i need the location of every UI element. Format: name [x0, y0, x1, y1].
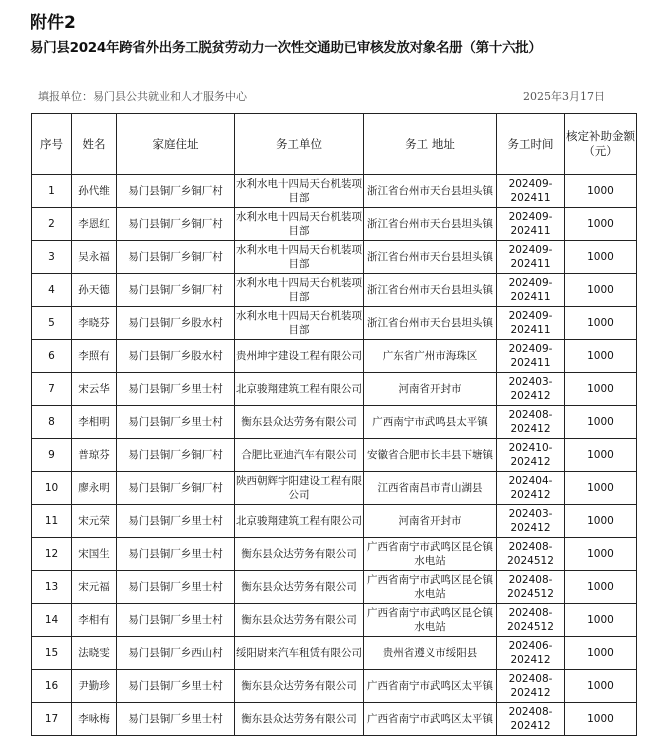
cell-employer: 陕西朝辉宇阳建设工程有限公司 [235, 472, 364, 505]
cell-work-address: 江西省南昌市青山湖县 [364, 472, 497, 505]
cell-no: 5 [32, 307, 72, 340]
cell-period: 202409-202411 [497, 241, 565, 274]
cell-amount: 1000 [565, 406, 637, 439]
cell-employer: 衡东县众达劳务有限公司 [235, 670, 364, 703]
table-row [32, 406, 637, 439]
cell-period: 202409-202411 [497, 175, 565, 208]
cell-no: 15 [32, 637, 72, 670]
header-cell-address: 家庭住址 [117, 114, 235, 175]
cell-period: 202408-202412 [497, 406, 565, 439]
cell-name: 宋云华 [72, 373, 117, 406]
cell-no: 10 [32, 472, 72, 505]
header-cell-amount: 核定补助金额（元） [565, 114, 637, 175]
table-row [32, 637, 637, 670]
cell-amount: 1000 [565, 274, 637, 307]
table-row [32, 505, 637, 538]
header-cell-name: 姓名 [72, 114, 117, 175]
cell-address: 易门县铜厂乡里士村 [117, 703, 235, 736]
cell-employer: 水利水电十四局天台机装项目部 [235, 274, 364, 307]
cell-no: 2 [32, 208, 72, 241]
cell-period: 202408-2024512 [497, 604, 565, 637]
cell-name: 孙天德 [72, 274, 117, 307]
cell-no: 6 [32, 340, 72, 373]
cell-amount: 1000 [565, 307, 637, 340]
cell-employer: 合肥比亚迪汽车有限公司 [235, 439, 364, 472]
cell-work-address: 浙江省台州市天台县坦头镇 [364, 175, 497, 208]
cell-employer: 水利水电十四局天台机装项目部 [235, 307, 364, 340]
table-row [32, 703, 637, 736]
table-row [32, 670, 637, 703]
cell-amount: 1000 [565, 670, 637, 703]
table-row [32, 175, 637, 208]
cell-amount: 1000 [565, 505, 637, 538]
recipient-table [31, 113, 637, 736]
cell-amount: 1000 [565, 340, 637, 373]
cell-amount: 1000 [565, 472, 637, 505]
cell-address: 易门县铜厂乡西山村 [117, 637, 235, 670]
cell-no: 13 [32, 571, 72, 604]
document-title: 易门县2024年跨省外出务工脱贫劳动力一次性交通助已审核发放对象名册（第十六批） [30, 40, 542, 56]
cell-amount: 1000 [565, 175, 637, 208]
cell-name: 李相有 [72, 604, 117, 637]
cell-employer: 衡东县众达劳务有限公司 [235, 571, 364, 604]
cell-no: 17 [32, 703, 72, 736]
cell-name: 尹勤珍 [72, 670, 117, 703]
table-row [32, 604, 637, 637]
cell-amount: 1000 [565, 373, 637, 406]
cell-amount: 1000 [565, 703, 637, 736]
header-cell-period: 务工时间 [497, 114, 565, 175]
cell-name: 普琼芬 [72, 439, 117, 472]
cell-address: 易门县铜厂乡里士村 [117, 406, 235, 439]
cell-work-address: 浙江省台州市天台县坦头镇 [364, 307, 497, 340]
cell-work-address: 河南省开封市 [364, 505, 497, 538]
cell-work-address: 广西南宁市武鸣县太平镇 [364, 406, 497, 439]
cell-amount: 1000 [565, 604, 637, 637]
table-row [32, 241, 637, 274]
cell-employer: 绥阳尉来汽车租赁有限公司 [235, 637, 364, 670]
table-row [32, 472, 637, 505]
cell-name: 李恩红 [72, 208, 117, 241]
cell-amount: 1000 [565, 637, 637, 670]
table-row [32, 208, 637, 241]
cell-work-address: 河南省开封市 [364, 373, 497, 406]
cell-period: 202409-202411 [497, 340, 565, 373]
cell-work-address: 广西省南宁市武鸣区太平镇 [364, 703, 497, 736]
cell-period: 202403-202412 [497, 373, 565, 406]
cell-name: 李晓芬 [72, 307, 117, 340]
cell-no: 11 [32, 505, 72, 538]
cell-no: 1 [32, 175, 72, 208]
cell-no: 16 [32, 670, 72, 703]
cell-address: 易门县铜厂乡铜厂村 [117, 175, 235, 208]
cell-no: 14 [32, 604, 72, 637]
cell-no: 7 [32, 373, 72, 406]
cell-name: 宋国生 [72, 538, 117, 571]
header-cell-employer: 务工单位 [235, 114, 364, 175]
cell-address: 易门县铜厂乡股水村 [117, 340, 235, 373]
cell-address: 易门县铜厂乡铜厂村 [117, 274, 235, 307]
header-row [32, 114, 637, 175]
cell-work-address: 浙江省台州市天台县坦头镇 [364, 208, 497, 241]
cell-name: 李照有 [72, 340, 117, 373]
header-cell-no: 序号 [32, 114, 72, 175]
cell-name: 法晓雯 [72, 637, 117, 670]
cell-employer: 衡东县众达劳务有限公司 [235, 538, 364, 571]
cell-address: 易门县铜厂乡里士村 [117, 604, 235, 637]
cell-address: 易门县铜厂乡铜厂村 [117, 472, 235, 505]
cell-period: 202404-202412 [497, 472, 565, 505]
cell-work-address: 安徽省合肥市长丰县下塘镇 [364, 439, 497, 472]
cell-employer: 北京骏翔建筑工程有限公司 [235, 373, 364, 406]
cell-work-address: 广西省南宁市武鸣区昆仑镇水电站 [364, 538, 497, 571]
table-row [32, 571, 637, 604]
cell-amount: 1000 [565, 538, 637, 571]
cell-period: 202409-202411 [497, 307, 565, 340]
cell-name: 李相明 [72, 406, 117, 439]
cell-address: 易门县铜厂乡里士村 [117, 538, 235, 571]
cell-employer: 水利水电十四局天台机装项目部 [235, 208, 364, 241]
cell-name: 李咏梅 [72, 703, 117, 736]
cell-no: 9 [32, 439, 72, 472]
cell-amount: 1000 [565, 208, 637, 241]
table-row [32, 373, 637, 406]
cell-name: 宋元福 [72, 571, 117, 604]
cell-address: 易门县铜厂乡铜厂村 [117, 439, 235, 472]
cell-name: 宋元荣 [72, 505, 117, 538]
cell-address: 易门县铜厂乡铜厂村 [117, 208, 235, 241]
cell-address: 易门县铜厂乡铜厂村 [117, 241, 235, 274]
table-row [32, 340, 637, 373]
attachment-label: 附件2 [30, 13, 76, 33]
cell-work-address: 浙江省台州市天台县坦头镇 [364, 274, 497, 307]
cell-no: 12 [32, 538, 72, 571]
cell-period: 202408-2024512 [497, 538, 565, 571]
cell-address: 易门县铜厂乡里士村 [117, 505, 235, 538]
cell-employer: 北京骏翔建筑工程有限公司 [235, 505, 364, 538]
cell-address: 易门县铜厂乡里士村 [117, 373, 235, 406]
header-cell-work-address: 务工 地址 [364, 114, 497, 175]
cell-employer: 衡东县众达劳务有限公司 [235, 703, 364, 736]
cell-period: 202410-202412 [497, 439, 565, 472]
cell-employer: 水利水电十四局天台机装项目部 [235, 241, 364, 274]
cell-no: 4 [32, 274, 72, 307]
cell-amount: 1000 [565, 439, 637, 472]
cell-period: 202408-202412 [497, 703, 565, 736]
cell-period: 202408-2024512 [497, 571, 565, 604]
cell-period: 202409-202411 [497, 208, 565, 241]
cell-employer: 水利水电十四局天台机装项目部 [235, 175, 364, 208]
cell-no: 8 [32, 406, 72, 439]
cell-work-address: 广西省南宁市武鸣区太平镇 [364, 670, 497, 703]
cell-work-address: 贵州省遵义市绥阳县 [364, 637, 497, 670]
cell-work-address: 浙江省台州市天台县坦头镇 [364, 241, 497, 274]
cell-employer: 贵州坤宇建设工程有限公司 [235, 340, 364, 373]
cell-name: 廖永明 [72, 472, 117, 505]
cell-amount: 1000 [565, 241, 637, 274]
table-row [32, 538, 637, 571]
cell-address: 易门县铜厂乡股水村 [117, 307, 235, 340]
cell-work-address: 广东省广州市海珠区 [364, 340, 497, 373]
cell-no: 3 [32, 241, 72, 274]
table-row [32, 439, 637, 472]
cell-address: 易门县铜厂乡里士村 [117, 670, 235, 703]
cell-period: 202408-202412 [497, 670, 565, 703]
cell-work-address: 广西省南宁市武鸣区昆仑镇水电站 [364, 571, 497, 604]
table-row [32, 274, 637, 307]
cell-address: 易门县铜厂乡里士村 [117, 571, 235, 604]
cell-employer: 衡东县众达劳务有限公司 [235, 406, 364, 439]
cell-employer: 衡东县众达劳务有限公司 [235, 604, 364, 637]
cell-period: 202406-202412 [497, 637, 565, 670]
fill-unit: 填报单位：易门县公共就业和人才服务中心 [38, 90, 247, 103]
cell-period: 202409-202411 [497, 274, 565, 307]
cell-amount: 1000 [565, 571, 637, 604]
cell-period: 202403-202412 [497, 505, 565, 538]
fill-date: 2025年3月17日 [523, 90, 605, 103]
cell-name: 吴永福 [72, 241, 117, 274]
cell-name: 孙代维 [72, 175, 117, 208]
cell-work-address: 广西省南宁市武鸣区昆仑镇水电站 [364, 604, 497, 637]
table-row [32, 307, 637, 340]
